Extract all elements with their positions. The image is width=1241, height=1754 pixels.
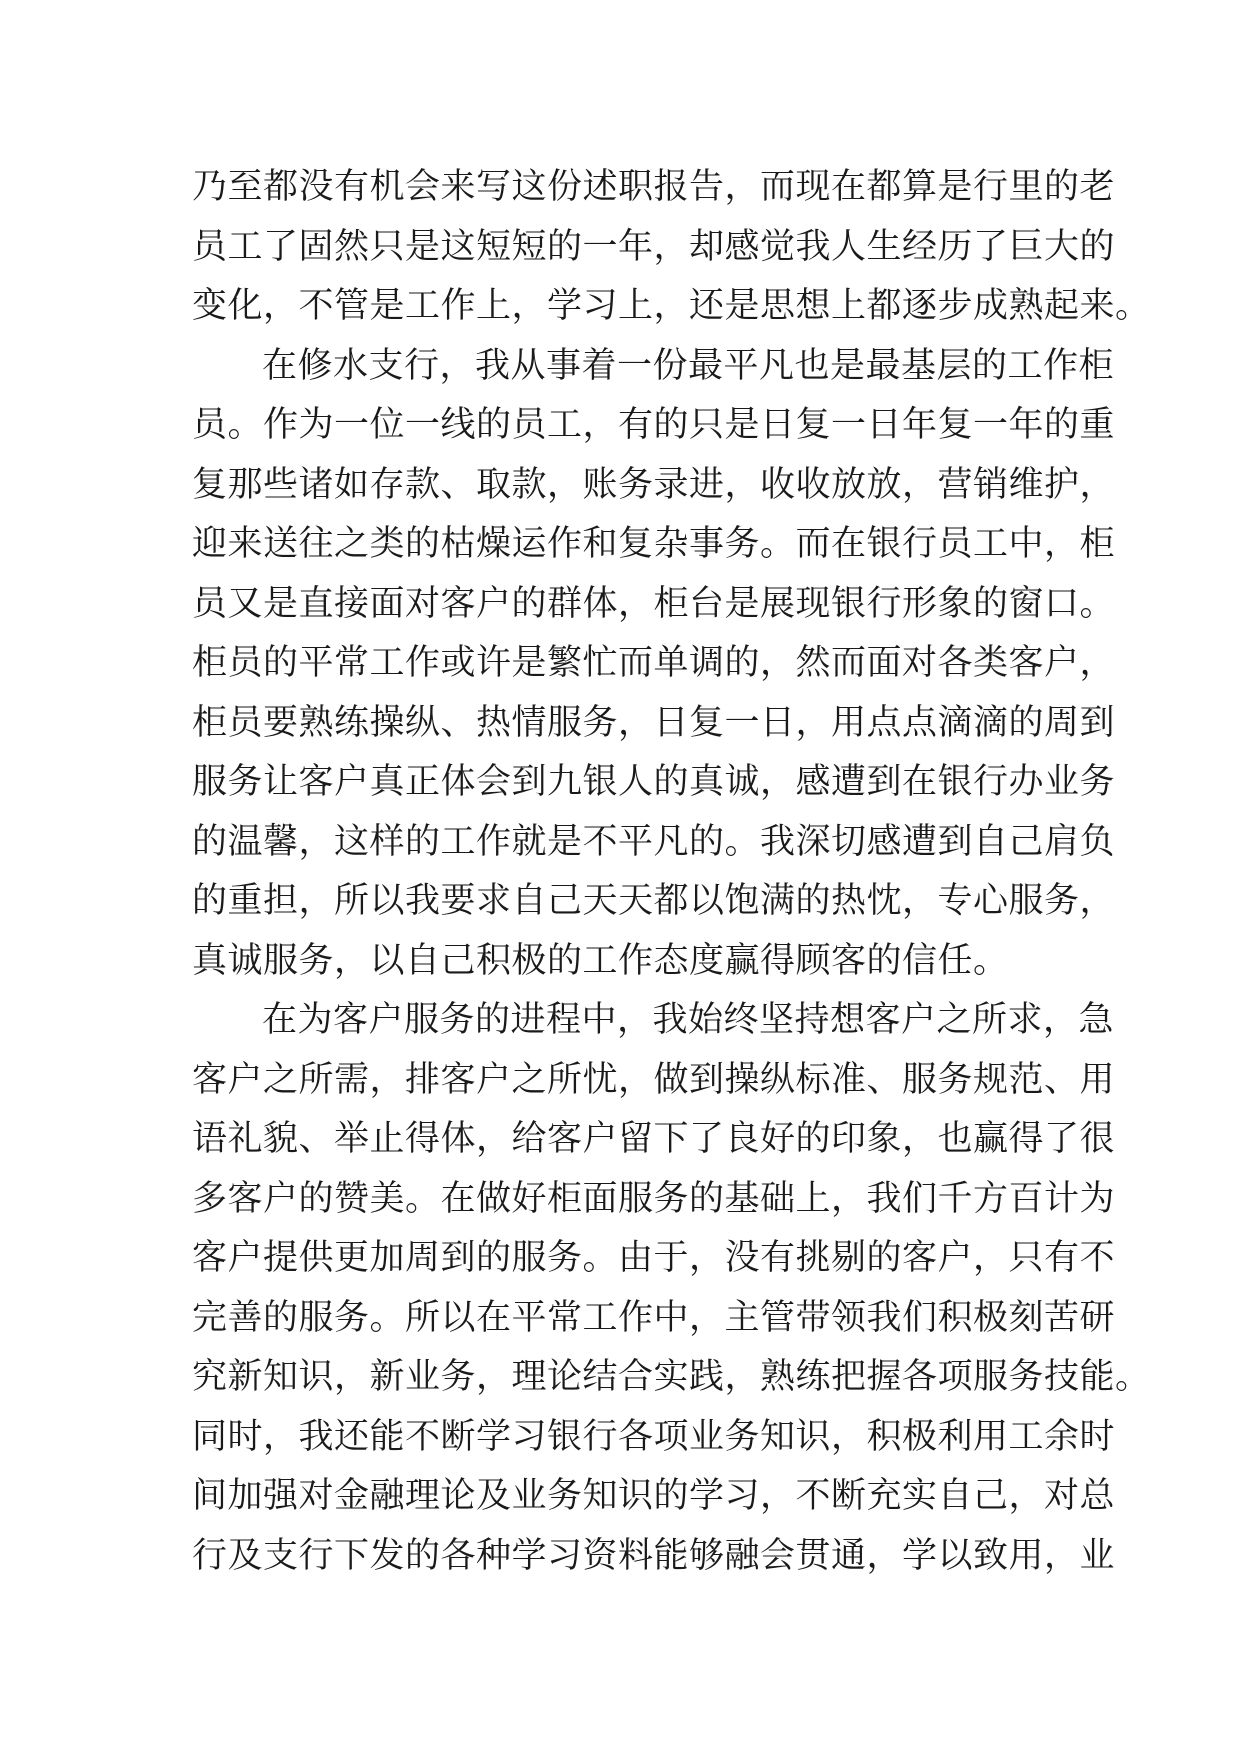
text-line: 员。作为一位一线的员工，有的只是日复一日年复一年的重 [192, 405, 1116, 445]
text-line: 同时，我还能不断学习银行各项业务知识，积极利用工余时 [192, 1416, 1116, 1457]
text-line: 行及支行下发的各种学习资料能够融会贯通，学以致用，业 [192, 1535, 1116, 1576]
document-body [192, 158, 1151, 1586]
text-line: 语礼貌、举止得体，给客户留下了良好的印象，也赢得了很 [192, 1119, 1116, 1159]
paragraph-end-line: 变化，不管是工作上，学习上，还是思想上都逐步成熟起来。 [192, 286, 1151, 326]
text-line: 完善的服务。所以在平常工作中，主管带领我们积极刻苦研 [192, 1297, 1116, 1338]
text-line: 柜员的平常工作或许是繁忙而单调的，然而面对各类客户， [192, 643, 1116, 683]
text-line: 员工了固然只是这短短的一年，却感觉我人生经历了巨大的 [192, 226, 1116, 267]
paragraph-start-line: 在为客户服务的进程中，我始终坚持想客户之所求，急 [262, 1000, 1115, 1040]
text-line: 迎来送往之类的枯燥运作和复杂事务。而在银行员工中，柜 [192, 524, 1116, 564]
text-line: 服务让客户真正体会到九银人的真诚，感遭到在银行办业务 [192, 762, 1116, 802]
text-line: 间加强对金融理论及业务知识的学习，不断充实自己，对总 [192, 1476, 1116, 1516]
text-line: 究新知识，新业务，理论结合实践，熟练把握各项服务技能。 [192, 1357, 1151, 1397]
text-line: 员又是直接面对客户的群体，柜台是展现银行形象的窗口。 [192, 583, 1116, 624]
text-line: 柜员要熟练操纵、热情服务，日复一日，用点点滴滴的周到 [192, 702, 1116, 743]
paragraph-end-line: 真诚服务，以自己积极的工作态度赢得顾客的信任。 [192, 940, 1009, 981]
text-line: 的重担，所以我要求自己天天都以饱满的热忱，专心服务， [192, 881, 1116, 921]
text-line: 多客户的赞美。在做好柜面服务的基础上，我们千方百计为 [192, 1178, 1116, 1219]
paragraph-start-line: 在修水支行，我从事着一份最平凡也是最基层的工作柜 [262, 345, 1115, 386]
text-line: 客户提供更加周到的服务。由于，没有挑剔的客户，只有不 [192, 1238, 1116, 1278]
text-line: 的温馨，这样的工作就是不平凡的。我深切感遭到自己肩负 [192, 821, 1116, 862]
text-line: 客户之所需，排客户之所忧，做到操纵标准、服务规范、用 [192, 1059, 1116, 1100]
text-line: 乃至都没有机会来写这份述职报告，而现在都算是行里的老 [192, 167, 1116, 207]
text-line: 复那些诸如存款、取款，账务录进，收收放放，营销维护， [192, 464, 1116, 505]
